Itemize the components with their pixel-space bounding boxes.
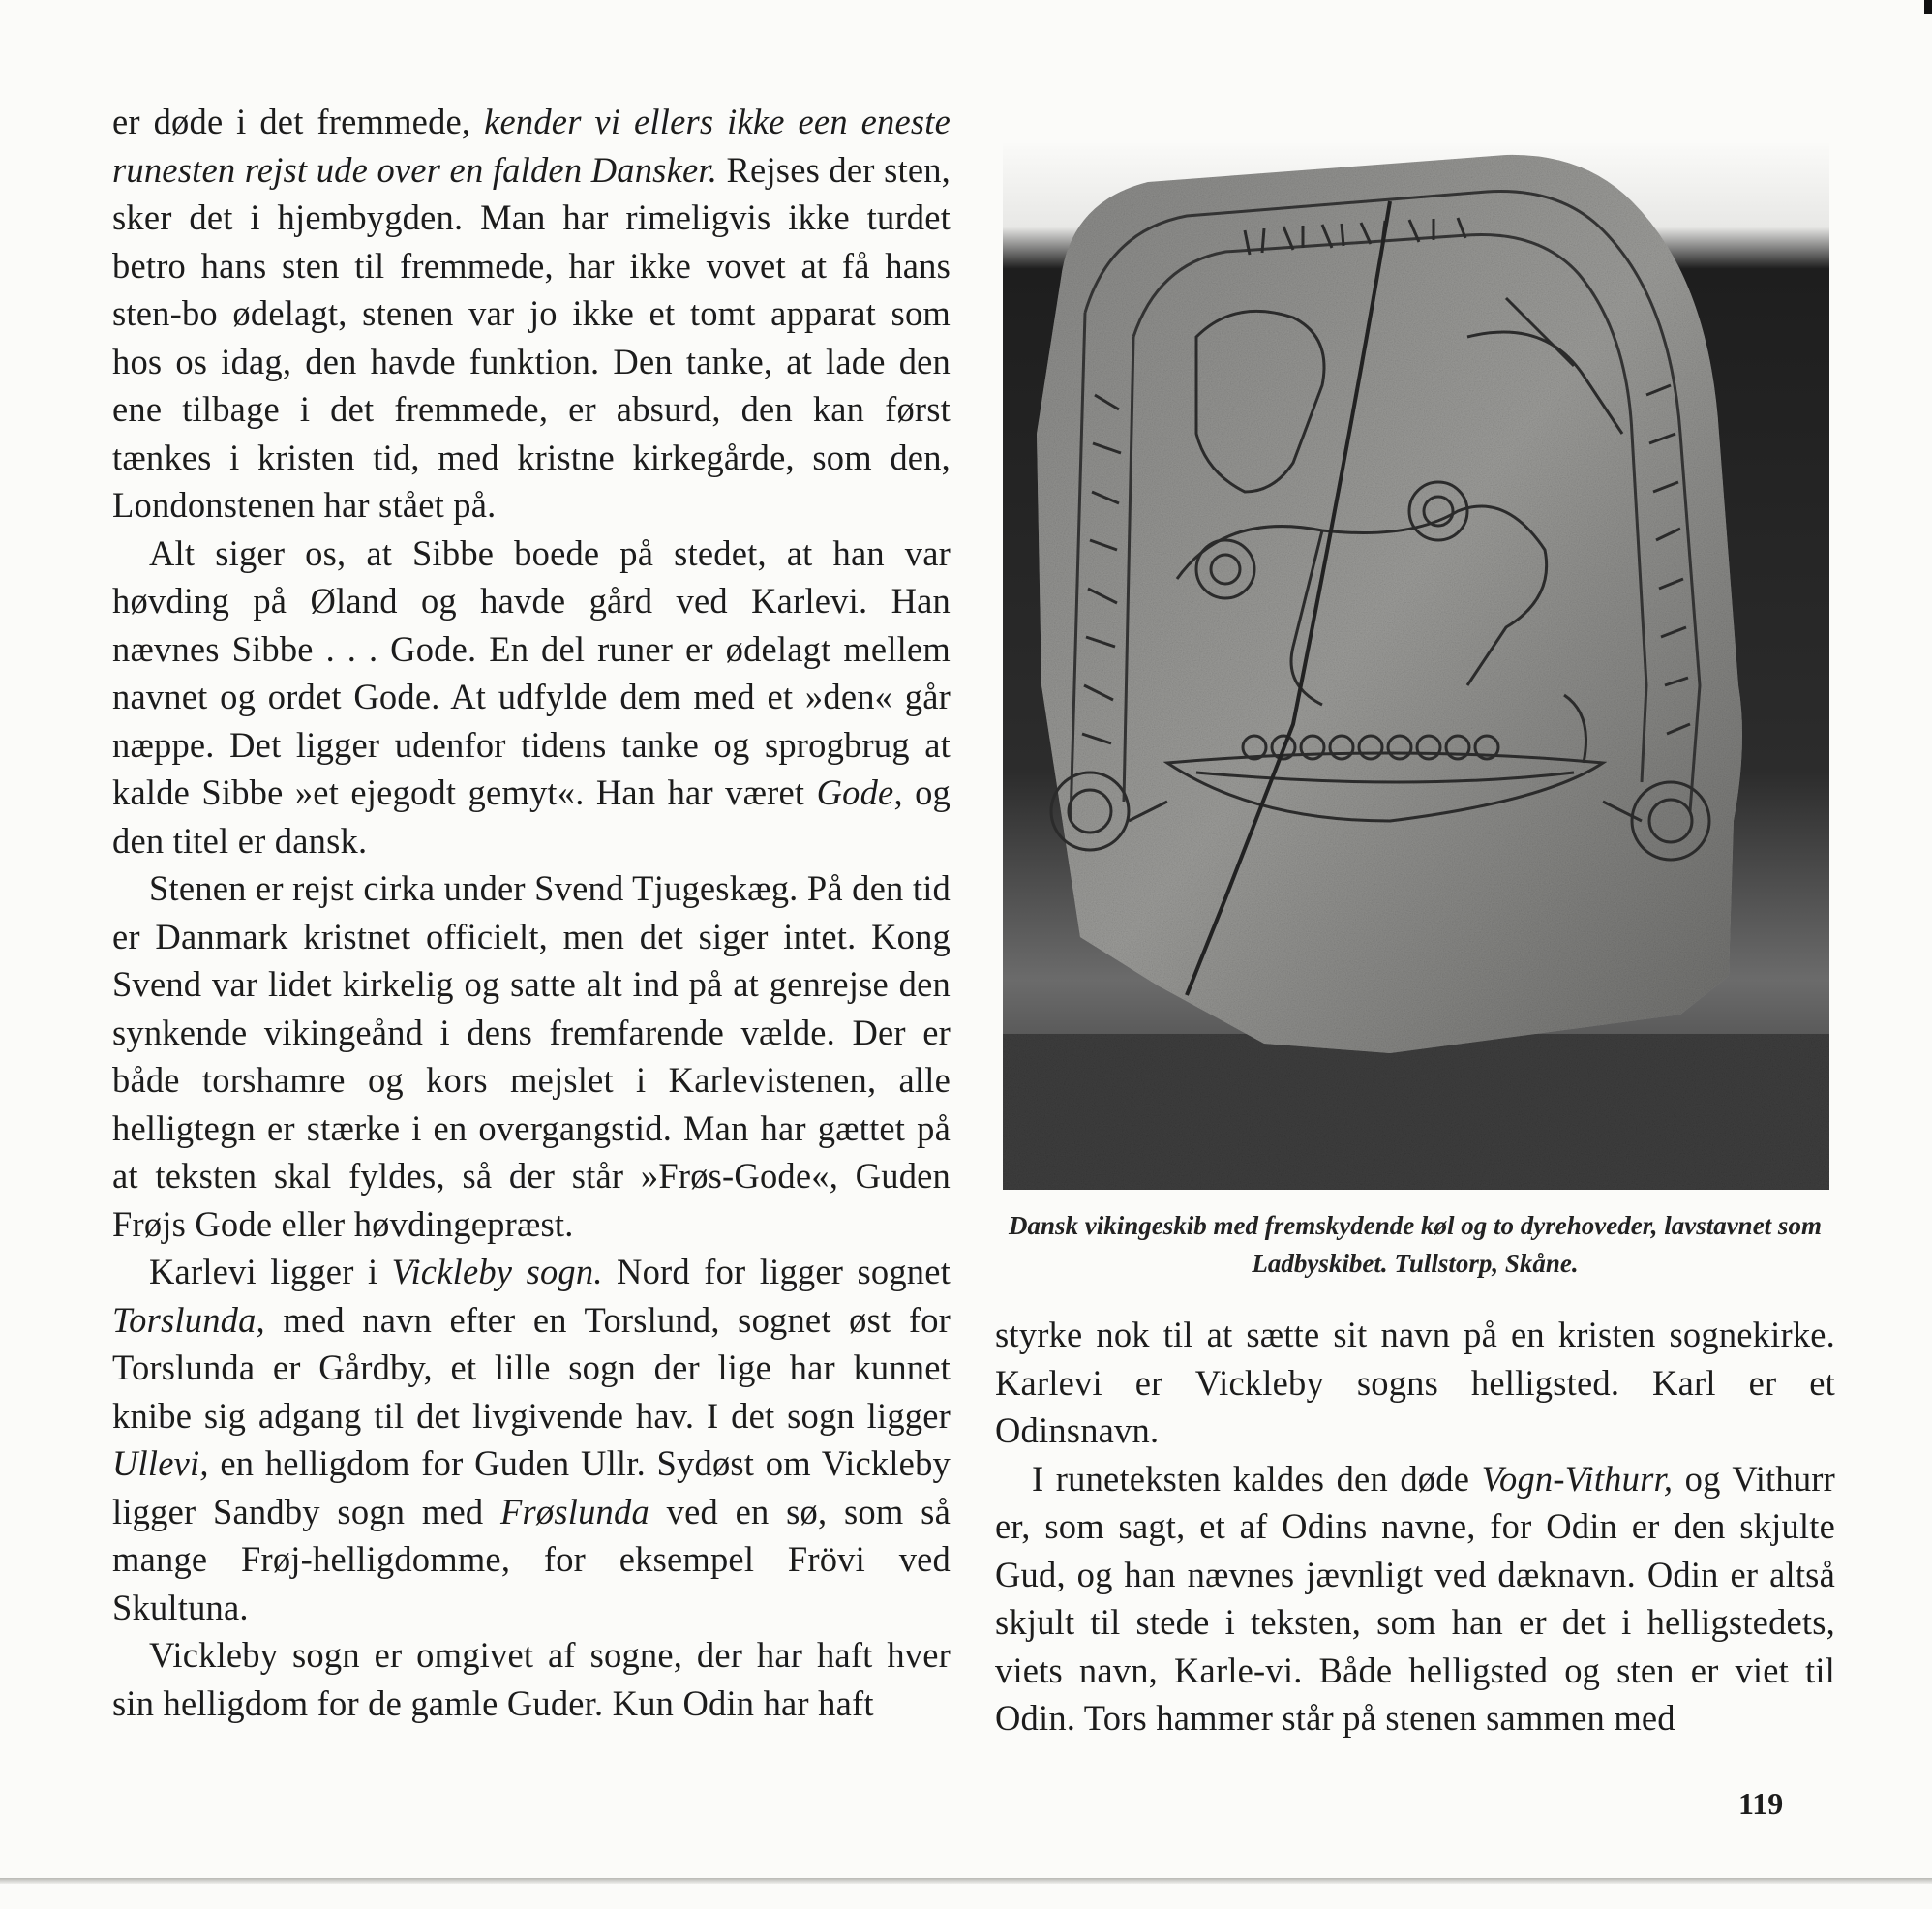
page-edge: [0, 1878, 1932, 1884]
italic-run: Vickleby sogn.: [391, 1252, 603, 1291]
italic-run: Ullevi,: [112, 1443, 209, 1483]
paragraph-2: [112, 530, 951, 865]
paragraph-4: [112, 1248, 951, 1631]
text-run: I runeteksten kaldes den døde: [1032, 1458, 1482, 1499]
italic-run: Frøslunda: [500, 1491, 649, 1531]
italic-run: Torslunda,: [112, 1299, 265, 1340]
text-run: en helligdom for Guden Ullr. Sydøst om Vickleby ligger Sandby sogn med: [112, 1443, 951, 1531]
paragraph-1: [112, 98, 951, 530]
italic-run: kender vi ellers ikke een eneste runesten rejst ude over en falden Dansker.: [112, 102, 951, 190]
paragraph-5: Vickleby sogn er omgivet af sogne, der har haft hver sin helligdom for de gamle Guder. Kun Odin har haft: [112, 1635, 951, 1723]
paragraph-right-1: styrke nok til at sætte sit navn på en kristen sognekirke. Karlevi er Vickleby sogns helligsted. Karl er et Odinsnavn.: [995, 1315, 1835, 1450]
text-run: er døde i det fremmede,: [112, 102, 485, 141]
runestone-image: [1003, 143, 1829, 1190]
left-text-column: [112, 98, 951, 1727]
page-number: 119: [1738, 1786, 1784, 1821]
corner-mark: [1924, 0, 1932, 14]
text-run: ved en sø, som så mange Frøj-helligdomme, for eksempel Frövi ved Skultuna.: [112, 1491, 951, 1627]
text-run: og Vithurr er, som sagt, et af Odins navne, for Odin er den skjulte Gud, og han nævnes jævnligt ved dæknavn. Odin er altså skjult til stede i teksten, som han er det i helligstedets, viets navn, Karle-vi. Både helligsted og sten er viet til Odin. Tors hammer står på stenen sammen med: [995, 1458, 1835, 1738]
text-run: Nord for ligger sognet: [602, 1252, 951, 1291]
text-run: med navn efter en Torslund, sognet øst for Torslunda er Gårdby, et lille sogn der lige har kunnet knibe sig adgang til det livgivende hav. I det sogn ligger: [112, 1299, 951, 1436]
text-run: Karlevi ligger i: [149, 1252, 392, 1291]
right-text-column: [995, 1311, 1835, 1742]
figure-caption: Dansk vikingeskib med fremskydende køl og to dyrehoveder, lavstavnet som Ladbyskibet. Tullstorp, Skåne.: [1009, 1211, 1822, 1278]
paragraph-3: Stenen er rejst cirka under Svend Tjugeskæg. På den tid er Danmark kristnet officielt, men det siger intet. Kong Svend var lidet kirkelig og satte alt ind på at genrejse den synkende vikingeånd i dens fremfarende vælde. Der er både torshamre og kors mejslet i Karlevistenen, alle helligtegn er stærke i en overgangstid. Man har gættet på at teksten skal fyldes, så der står »Frøs-Gode«, Guden Frøjs Gode eller høvdingepræst.: [112, 868, 951, 1244]
italic-run: Vogn-Vithurr,: [1481, 1458, 1674, 1499]
text-run: , og den titel er dansk.: [112, 773, 951, 861]
text-run: Alt siger os, at Sibbe boede på stedet, at han var høvding på Øland og havde gård ved Karlevi. Han nævnes Sibbe . . . Gode. En del runer er ødelagt mellem navnet og ordet Gode. At udfylde dem med et »den« går næppe. Det ligger udenfor tidens tanke og sprogbrug at kalde Sibbe »et ejegodt gemyt«. Han har været: [112, 532, 951, 812]
paragraph-right-2: [995, 1455, 1835, 1742]
italic-run: Gode: [816, 773, 894, 812]
runestone-photo: [1003, 143, 1829, 1190]
text-run: Rejses der sten, sker det i hjembygden. Man har rimeligvis ikke turdet betro hans sten til fremmede, har ikke vovet at få hans sten-bo ødelagt, stenen var jo ikke et tomt apparat som hos os idag, den havde funktion. Den tanke, at lade den ene tilbage i det fremmede, er absurd, den kan først tænkes i kristen tid, med kristne kirkegårde, som den, Londonstenen har stået på.: [112, 149, 951, 525]
